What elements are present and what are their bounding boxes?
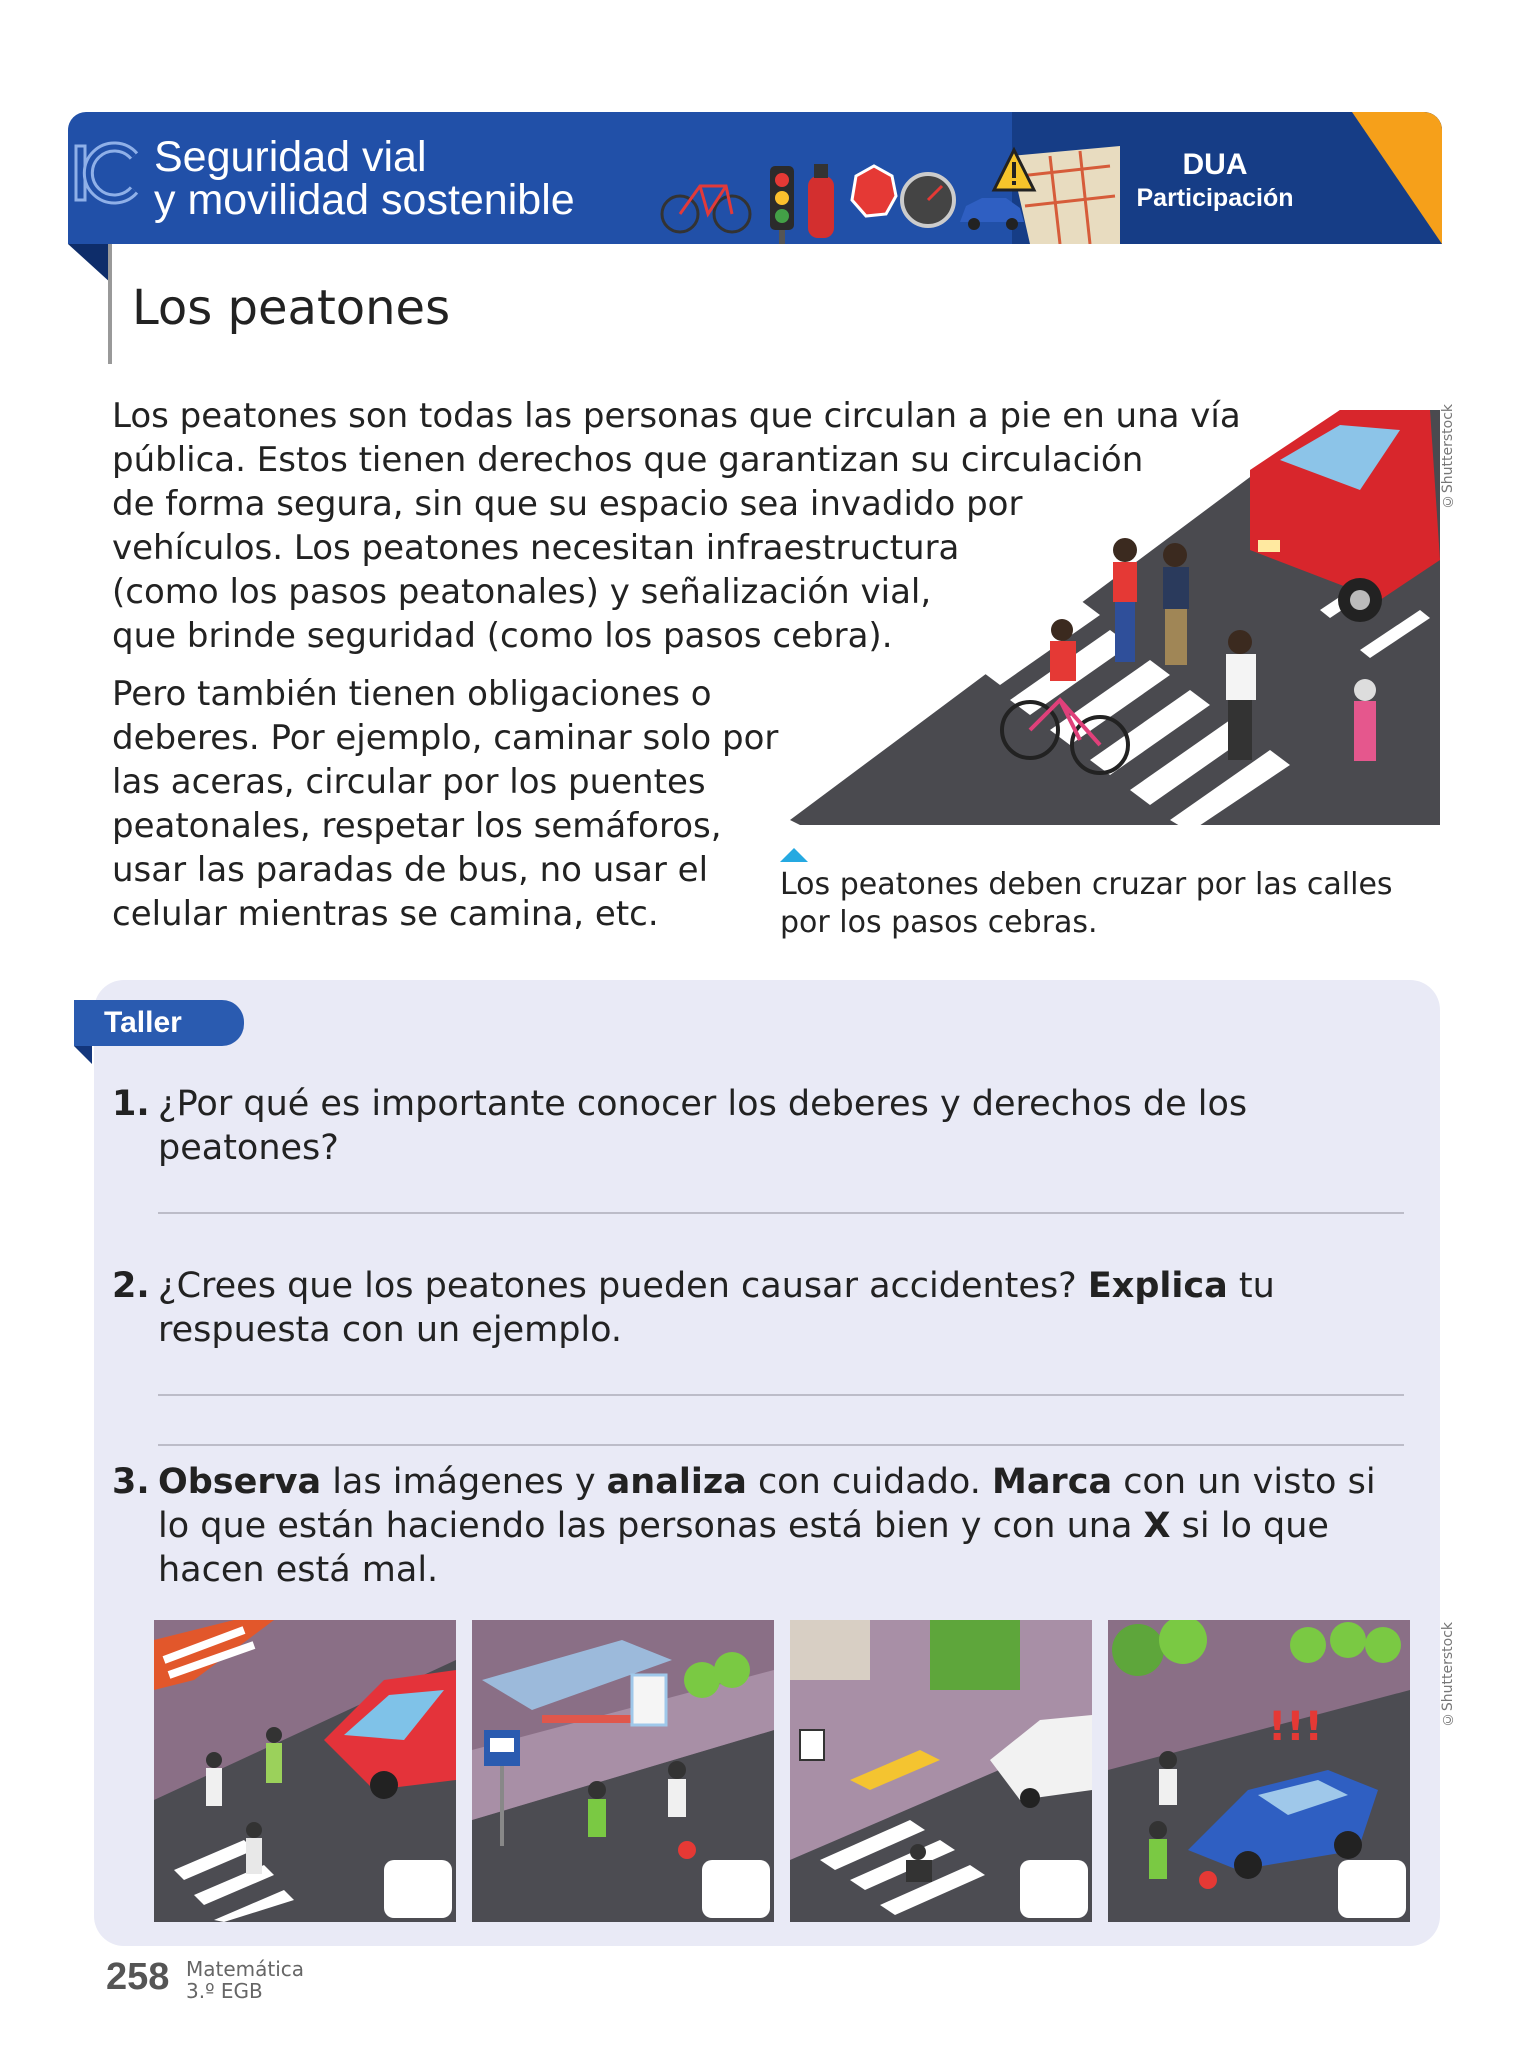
- title-accent-bar: [108, 244, 112, 364]
- map-icon: [1010, 146, 1120, 244]
- intro-line: Los peatones son todas las personas que circulan a pie en una vía: [112, 396, 1241, 436]
- taller-tab-fold: [74, 1046, 92, 1064]
- svg-text:!!!: !!!: [1268, 1704, 1323, 1750]
- question-number: 3.: [112, 1462, 150, 1502]
- question-text-part: con un visto si: [1112, 1462, 1376, 1502]
- banner-title-line2: y movilidad sostenible: [154, 176, 575, 224]
- question-text-part: las imágenes y: [321, 1462, 607, 1502]
- answer-checkbox[interactable]: [384, 1860, 452, 1918]
- ic-logo-icon: [72, 140, 142, 206]
- answer-line[interactable]: [158, 1444, 1404, 1446]
- caption-line-2: por los pasos cebras.: [780, 905, 1098, 940]
- question-text: peatones?: [158, 1128, 339, 1168]
- question-1: [0, 1082, 1440, 1172]
- intro-line: pública. Estos tienen derechos que garantizan su circulación: [112, 440, 1144, 480]
- question-text: [158, 1460, 1376, 1504]
- question-text-part: si lo que: [1170, 1506, 1329, 1546]
- question-2: [0, 1264, 1440, 1354]
- intro-line: usar las paradas de bus, no usar el: [112, 850, 709, 890]
- speedometer-icon: [902, 174, 954, 226]
- question-emphasis: analiza: [606, 1462, 747, 1502]
- intro-line: Pero también tienen obligaciones o: [112, 674, 712, 714]
- page-title: Los peatones: [132, 280, 451, 336]
- answer-line[interactable]: [158, 1394, 1404, 1396]
- dua-title: DUA: [1182, 148, 1248, 181]
- intro-line: peatonales, respetar los semáforos,: [112, 806, 722, 846]
- answer-checkbox[interactable]: [1338, 1860, 1406, 1918]
- intro-line: vehículos. Los peatones necesitan infraestructura: [112, 528, 960, 568]
- footer-subject: [186, 1958, 304, 2002]
- question-number: 1.: [112, 1084, 150, 1124]
- subject-name: Matemática: [186, 1957, 305, 1981]
- question-3: [0, 1460, 1440, 1600]
- question-text-part: ¿Crees que los peatones pueden causar accidentes?: [158, 1266, 1088, 1306]
- image-credit: ©Shutterstock: [1440, 1622, 1456, 1728]
- answer-line[interactable]: [158, 1212, 1404, 1214]
- traffic-light-icon: [770, 166, 794, 244]
- intro-paragraph-2: [112, 672, 778, 936]
- question-number: 2.: [112, 1266, 150, 1306]
- fire-extinguisher-icon: [808, 164, 834, 238]
- intro-line: que brinde seguridad (como los pasos cebra).: [112, 616, 893, 656]
- scene-card-3: [790, 1620, 1092, 1922]
- banner-fold: [68, 244, 112, 284]
- banner-icons: [660, 136, 1120, 244]
- image-credit: ©Shutterstock: [1440, 404, 1456, 510]
- intro-line: celular mientras se camina, etc.: [112, 894, 659, 934]
- question-text-part: con cuidado.: [746, 1462, 992, 1502]
- question-emphasis: Marca: [991, 1462, 1113, 1502]
- crosswalk-illustration: [780, 400, 1440, 832]
- scene-card-4: [1108, 1620, 1410, 1922]
- answer-checkbox[interactable]: [702, 1860, 770, 1918]
- question-emphasis: Explica: [1087, 1266, 1228, 1306]
- question-emphasis: X: [1143, 1506, 1171, 1546]
- dua-subtitle: Participación: [1136, 184, 1294, 212]
- question-text-part: lo que están haciendo las personas está bien y con una: [158, 1506, 1144, 1546]
- car-icon: [960, 198, 1024, 230]
- question-text: [158, 1504, 1329, 1548]
- taller-label: Taller: [74, 1000, 244, 1046]
- scene-card-1: [154, 1620, 456, 1922]
- question-text: respuesta con un ejemplo.: [158, 1310, 623, 1350]
- question-text: [158, 1264, 1275, 1308]
- banner-title: [154, 133, 575, 224]
- scene-card-2: [472, 1620, 774, 1922]
- stop-sign-icon: [852, 166, 896, 216]
- caption-line-1: Los peatones deben cruzar por las calles: [780, 867, 1393, 902]
- bicycle-icon: [662, 186, 750, 232]
- page-number: 258: [106, 1956, 170, 1998]
- caption-marker-icon: [780, 848, 808, 862]
- dua-label: [1130, 148, 1300, 214]
- grade-level: 3.º EGB: [186, 1979, 263, 2003]
- banner-title-line1: Seguridad vial: [154, 133, 427, 181]
- intro-line: de forma segura, sin que su espacio sea invadido por: [112, 484, 1023, 524]
- intro-line: las aceras, circular por los puentes: [112, 762, 706, 802]
- question-text-part: tu: [1227, 1266, 1275, 1306]
- question-text: ¿Por qué es importante conocer los deberes y derechos de los: [158, 1084, 1248, 1124]
- intro-line: (como los pasos peatonales) y señalización vial,: [112, 572, 932, 612]
- illustration-caption: [780, 866, 1393, 942]
- question-text: hacen está mal.: [158, 1550, 439, 1590]
- question-emphasis: Observa: [158, 1462, 322, 1502]
- banner-orange-corner: [1352, 112, 1442, 244]
- intro-line: deberes. Por ejemplo, caminar solo por: [112, 718, 779, 758]
- answer-checkbox[interactable]: [1020, 1860, 1088, 1918]
